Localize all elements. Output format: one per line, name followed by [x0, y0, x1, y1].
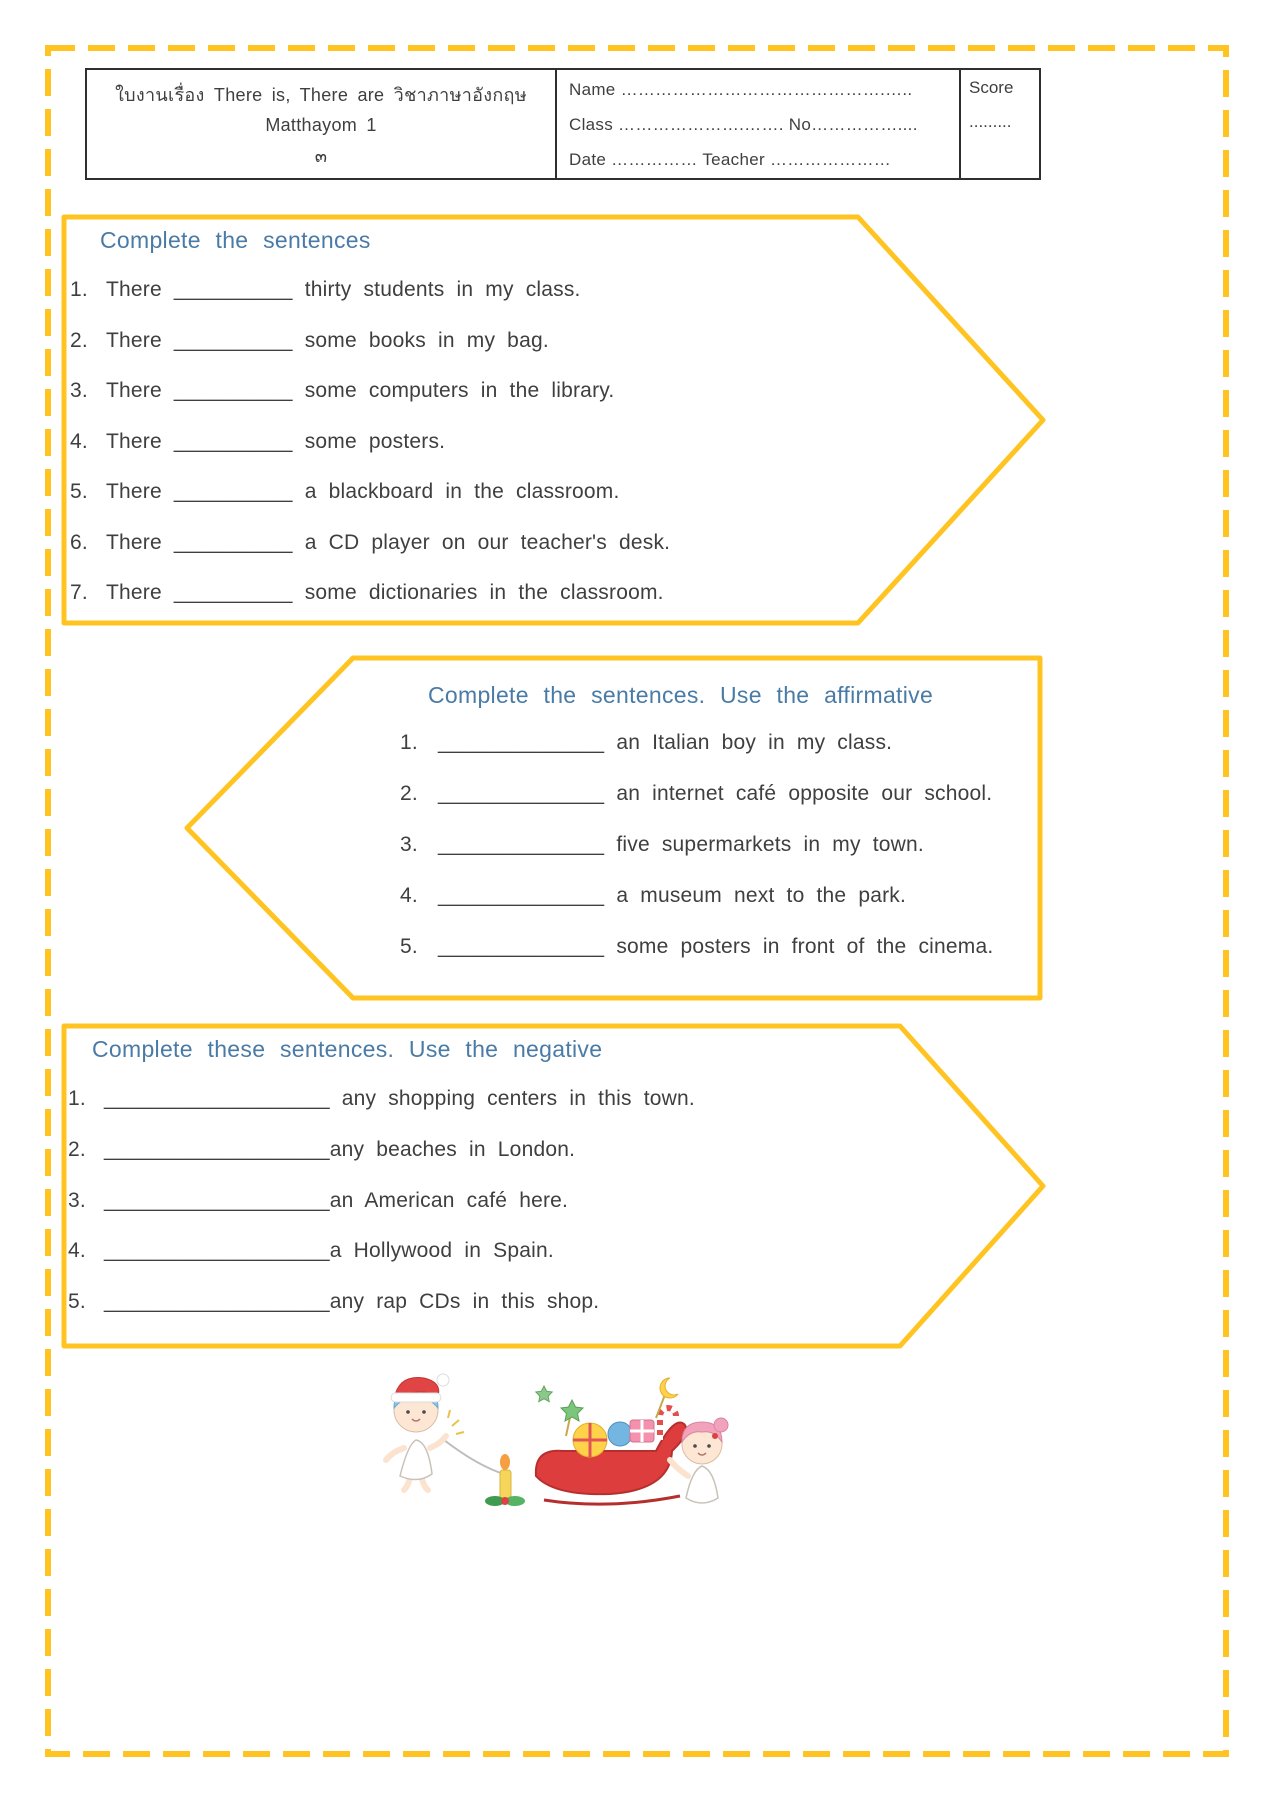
worksheet-subtitle: Matthayom 1	[265, 114, 377, 135]
header-score-cell	[959, 70, 1039, 178]
item-text: ______________ an internet café opposite our school.	[438, 781, 993, 805]
sentence-item	[70, 265, 670, 316]
sentence-list	[70, 265, 670, 619]
date-line: Date …………… Teacher …………………	[569, 150, 892, 169]
item-number: 1.	[70, 278, 88, 302]
score-dots: .........	[969, 112, 1012, 131]
sentence-item	[70, 417, 670, 468]
worksheet-title: ใบงานเรื่อง There is, There are วิชาภาษาอังกฤษ	[115, 85, 527, 105]
header-table	[85, 68, 1041, 180]
sentence-item	[70, 366, 670, 417]
header-info-cell	[555, 70, 959, 178]
section-heading: Complete the sentences. Use the affirmative	[428, 682, 934, 708]
sentence-item	[400, 819, 993, 870]
sentence-item	[70, 518, 670, 569]
sentence-item	[70, 316, 670, 367]
item-text: There __________ a CD player on our teacher's desk.	[106, 530, 671, 554]
item-number: 6.	[70, 530, 88, 554]
item-text: ______________ some posters in front of the cinema.	[438, 934, 994, 958]
item-number: 5.	[70, 480, 88, 504]
christmas-illustration	[358, 1348, 758, 1528]
item-text: ___________________a Hollywood in Spain.	[104, 1239, 554, 1263]
section-complete-sentences	[60, 213, 1048, 627]
item-number: 5.	[400, 934, 418, 958]
sentence-item	[68, 1125, 695, 1176]
sentence-item	[68, 1277, 695, 1328]
sentence-item	[68, 1074, 695, 1125]
item-number: 4.	[68, 1239, 86, 1263]
section-affirmative	[183, 654, 1045, 1002]
sentence-item	[400, 870, 993, 921]
item-text: There __________ some computers in the library.	[106, 379, 615, 403]
item-text: ______________ a museum next to the park.	[438, 883, 907, 907]
sentence-item	[68, 1226, 695, 1277]
item-text: ___________________any rap CDs in this shop.	[104, 1290, 600, 1314]
sentence-item	[400, 768, 993, 819]
sentence-list	[68, 1074, 695, 1327]
section-heading: Complete the sentences	[100, 227, 371, 253]
item-number: 1.	[400, 730, 418, 754]
item-text: There __________ some books in my bag.	[106, 328, 549, 352]
item-number: 7.	[70, 581, 88, 605]
item-number: 3.	[70, 379, 88, 403]
section-negative	[60, 1022, 1048, 1350]
item-number: 4.	[70, 429, 88, 453]
item-number: 5.	[68, 1290, 86, 1314]
item-text: ______________ five supermarkets in my town.	[438, 832, 924, 856]
sentence-item	[400, 717, 993, 768]
section-heading: Complete these sentences. Use the negative	[92, 1036, 603, 1062]
sentence-list	[400, 717, 993, 972]
sentence-item	[400, 921, 993, 972]
worksheet-number: ๓	[314, 146, 328, 166]
sentence-item	[70, 568, 670, 619]
item-text: ___________________any beaches in London.	[104, 1138, 576, 1162]
name-line: Name ……………………………………….…..	[569, 80, 913, 99]
item-text: There __________ some dictionaries in the classroom.	[106, 581, 664, 605]
item-number: 3.	[400, 832, 418, 856]
item-number: 2.	[70, 328, 88, 352]
header-title-cell	[87, 70, 555, 178]
item-number: 1.	[68, 1087, 86, 1111]
sentence-item	[70, 467, 670, 518]
item-text: There __________ a blackboard in the classroom.	[106, 480, 620, 504]
item-text: ___________________ any shopping centers in this town.	[104, 1087, 695, 1111]
item-number: 4.	[400, 883, 418, 907]
score-label: Score	[969, 78, 1014, 97]
item-text: There __________ some posters.	[106, 429, 446, 453]
item-number: 3.	[68, 1188, 86, 1212]
item-number: 2.	[400, 781, 418, 805]
item-number: 2.	[68, 1138, 86, 1162]
item-text: There __________ thirty students in my class.	[106, 278, 581, 302]
item-text: ___________________an American café here.	[104, 1188, 569, 1212]
item-text: ______________ an Italian boy in my class.	[438, 730, 893, 754]
class-line: Class ………………….……. No……………....	[569, 115, 918, 134]
sentence-item	[68, 1175, 695, 1226]
